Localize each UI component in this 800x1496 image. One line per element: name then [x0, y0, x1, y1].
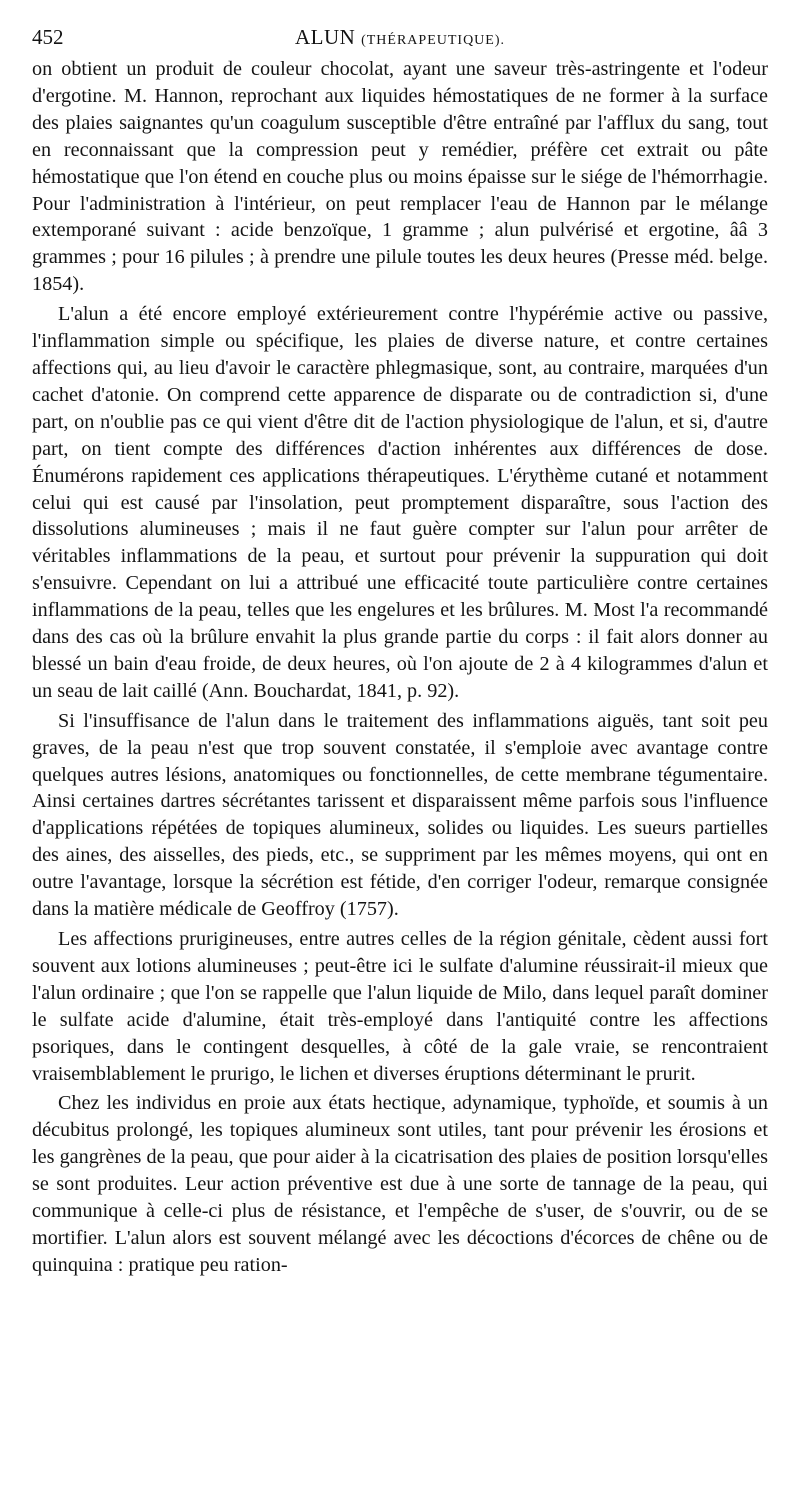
running-title-sub: (THÉRAPEUTIQUE). [361, 33, 505, 48]
page-number: 452 [32, 25, 64, 49]
paragraph-1: on obtient un produit de couleur chocolat, ayant une saveur très-astringente et l'odeur d'ergotine. M. Hannon, reprochant aux liquides hémostatiques de ne former à la surface des plaies saignantes qu'un coagulum susceptible d'être entraîné par l'afflux du sang, tout en reconnaissant que la compression peut y remédier, préfère cet extrait ou pâte hémostatique que l'on étend en couche plus ou moins épaisse sur le siége de l'hémorrhagie. Pour l'administration à l'intérieur, on peut remplacer l'eau de Hannon par le mélange extemporané suivant : acide benzoïque, 1 gramme ; alun pulvérisé et ergotine, ââ 3 grammes ; pour 16 pilules ; à prendre une pilule toutes les deux heures (Presse méd. belge. 1854). [32, 58, 768, 296]
running-head [32, 22, 768, 52]
running-title [32, 22, 768, 56]
running-title-main: ALUN [295, 25, 356, 49]
document-page [32, 22, 768, 1282]
paragraph-5: Chez les individus en proie aux états hectique, adynamique, typhoïde, et soumis à un décubitus prolongé, les topiques alumineux sont utiles, tant pour prévenir les érosions et les gangrènes de la peau, que pour aider à la cicatrisation des plaies de position lorsqu'elles se sont produites. Leur action préventive est due à une sorte de tannage de la peau, qui communique à celle-ci plus de résistance, et l'empêche de s'user, de s'ouvrir, ou de se mortifier. L'alun alors est souvent mélangé avec les décoctions d'écorces de chêne ou de quinquina : pratique peu ration- [32, 1092, 768, 1276]
paragraph-3: Si l'insuffisance de l'alun dans le traitement des inflammations aiguës, tant soit peu graves, de la peau n'est que trop souvent constatée, il s'emploie avec avantage contre quelques autres lésions, anatomiques ou fonctionnelles, de cette membrane tégumentaire. Ainsi certaines dartres sécrétantes tarissent et disparaissent même parfois sous l'influence d'applications répétées de topiques alumineux, solides ou liquides. Les sueurs partielles des aines, des aisselles, des pieds, etc., se suppriment par les mêmes moyens, qui ont en outre l'avantage, lorsque la sécrétion est fétide, d'en corriger l'odeur, remarque consignée dans la matière médicale de Geoffroy (1757). [32, 709, 768, 921]
body-text [32, 56, 768, 1279]
paragraph-4: Les affections prurigineuses, entre autres celles de la région génitale, cèdent aussi fort souvent aux lotions alumineuses ; peut-être ici le sulfate d'alumine réussirait-il mieux que l'alun ordinaire ; que l'on se rappelle que l'alun liquide de Milo, dans lequel paraît dominer le sulfate acide d'alumine, était très-employé dans l'antiquité contre les affections psoriques, dans le contingent desquelles, à côté de la gale vraie, se rencontraient vraisemblablement le prurigo, le lichen et diverses éruptions déterminant le prurit. [32, 928, 768, 1085]
paragraph-2: L'alun a été encore employé extérieurement contre l'hypérémie active ou passive, l'inflammation simple ou spécifique, les plaies de diverse nature, et contre certaines affections qui, au lieu d'avoir le caractère phlegmasique, sont, au contraire, marquées d'un cachet d'atonie. On comprend cette apparence de disparate ou de contradiction si, d'une part, on n'oublie pas ce qui vient d'être dit de l'action physiologique de l'alun, et si, d'autre part, on tient compte des différences d'action inhérentes aux différences de dose. Énumérons rapidement ces applications thérapeutiques. L'érythème cutané et notamment celui qui est causé par l'insolation, peut promptement disparaître, sous l'action des dissolutions alumineuses ; mais il ne faut guère compter sur l'alun pour arrêter de véritables inflammations de la peau, et surtout pour prévenir la suppuration qui doit s'ensuivre. Cependant on lui a attribué une efficacité toute particulière contre certaines inflammations de la peau, telles que les engelures et les brûlures. M. Most l'a recommandé dans des cas où la brûlure envahit la plus grande partie du corps : il fait alors donner au blessé un bain d'eau froide, de deux heures, où l'on ajoute de 2 à 4 kilogrammes d'alun et un seau de lait caillé (Ann. Bouchardat, 1841, p. 92). [32, 303, 768, 702]
